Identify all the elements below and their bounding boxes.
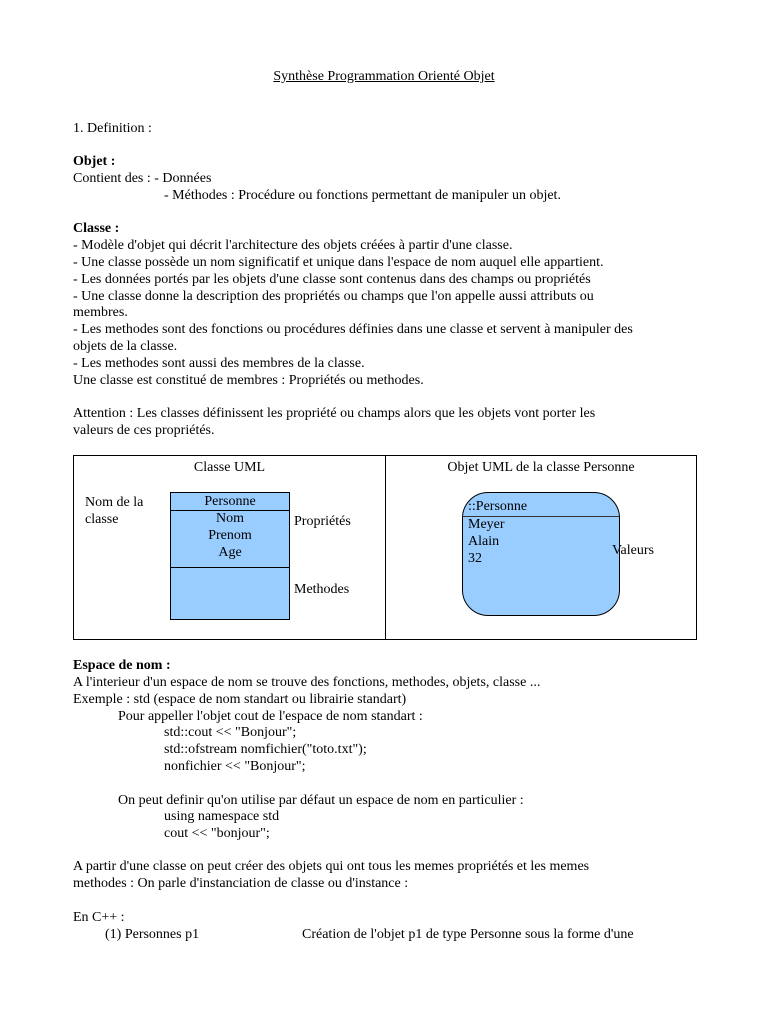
cpp-heading: En C++ : <box>73 910 125 925</box>
proprietes-label: Propriétés <box>294 514 351 529</box>
page-title: Synthèse Programmation Orienté Objet <box>273 69 495 84</box>
uml-class-name: Personne <box>204 494 256 509</box>
instanciation-line-2: methodes : On parle d'instanciation de classe ou d'instance : <box>73 876 409 891</box>
espace-line-1: A l'interieur d'un espace de nom se trouve des fonctions, methodes, objets, classe ... <box>73 675 541 690</box>
nom-classe-label: classe <box>85 512 119 527</box>
classe-line: objets de la classe. <box>73 339 178 354</box>
diagram-divider <box>385 456 386 639</box>
espace-line-3: Pour appeller l'objet cout de l'espace de nom standart : <box>118 709 423 724</box>
classe-heading: Classe : <box>73 221 120 236</box>
code-line: nonfichier << "Bonjour"; <box>164 759 306 774</box>
objet-line-2: - Méthodes : Procédure ou fonctions permettant de manipuler un objet. <box>164 188 561 203</box>
methodes-label: Methodes <box>294 582 350 597</box>
instanciation-line-1: A partir d'une classe on peut créer des objets qui ont tous les memes propriétés et les memes <box>73 859 590 874</box>
code-line: std::cout << "Bonjour"; <box>164 725 297 740</box>
code-line: using namespace std <box>164 809 280 824</box>
classe-line: Une classe est constitué de membres : Propriétés ou methodes. <box>73 373 424 388</box>
objet-line-1: Contient des : - Données <box>73 171 212 186</box>
classe-line: - Modèle d'objet qui décrit l'architecture des objets créées à partir d'une classe. <box>73 238 513 253</box>
attention-line-1: Attention : Les classes définissent les propriété ou champs alors que les objets vont porter les <box>73 406 596 421</box>
uml-separator <box>171 567 289 568</box>
classe-line: membres. <box>73 305 128 320</box>
uml-diagram <box>73 455 697 640</box>
classe-line: - Une classe possède un nom significatif et unique dans l'espace de nom auquel elle appartient. <box>73 255 604 270</box>
uml-class-box <box>170 492 290 620</box>
object-name: ::Personne <box>468 499 528 514</box>
classe-line: - Les methodes sont des fonctions ou procédures définies dans une classe et servent à manipuler des <box>73 322 633 337</box>
espace-line-2: Exemple : std (espace de nom standart ou librairie standart) <box>73 692 407 707</box>
code-line: std::ofstream nomfichier("toto.txt"); <box>164 742 367 757</box>
uml-attribute: Nom <box>216 511 244 526</box>
uml-attribute: Prenom <box>208 528 252 543</box>
object-value: 32 <box>468 551 482 566</box>
definition-heading: 1. Definition : <box>73 121 152 136</box>
classe-line: - Les données portés par les objets d'une classe sont contenus dans des champs ou propriétés <box>73 272 591 287</box>
objet-heading: Objet : <box>73 154 116 169</box>
nom-classe-label: Nom de la <box>85 495 144 510</box>
attention-line-2: valeurs de ces propriétés. <box>73 423 215 438</box>
valeurs-label: Valeurs <box>612 543 654 558</box>
classe-line: - Les methodes sont aussi des membres de la classe. <box>73 356 365 371</box>
uml-attribute: Age <box>218 545 242 560</box>
classe-uml-title: Classe UML <box>193 460 266 475</box>
cpp-item-left: (1) Personnes p1 <box>105 927 200 942</box>
classe-line: - Une classe donne la description des propriétés ou champs que l'on appelle aussi attributs ou <box>73 289 594 304</box>
object-value: Meyer <box>468 517 505 532</box>
object-value: Alain <box>468 534 500 549</box>
code-line: cout << "bonjour"; <box>164 826 270 841</box>
objet-uml-title: Objet UML de la classe Personne <box>447 460 635 475</box>
espace-line-4: On peut definir qu'on utilise par défaut un espace de nom en particulier : <box>118 793 524 808</box>
cpp-item-right: Création de l'objet p1 de type Personne sous la forme d'une <box>302 927 634 942</box>
uml-object-box <box>462 492 620 616</box>
espace-heading: Espace de nom : <box>73 658 171 673</box>
